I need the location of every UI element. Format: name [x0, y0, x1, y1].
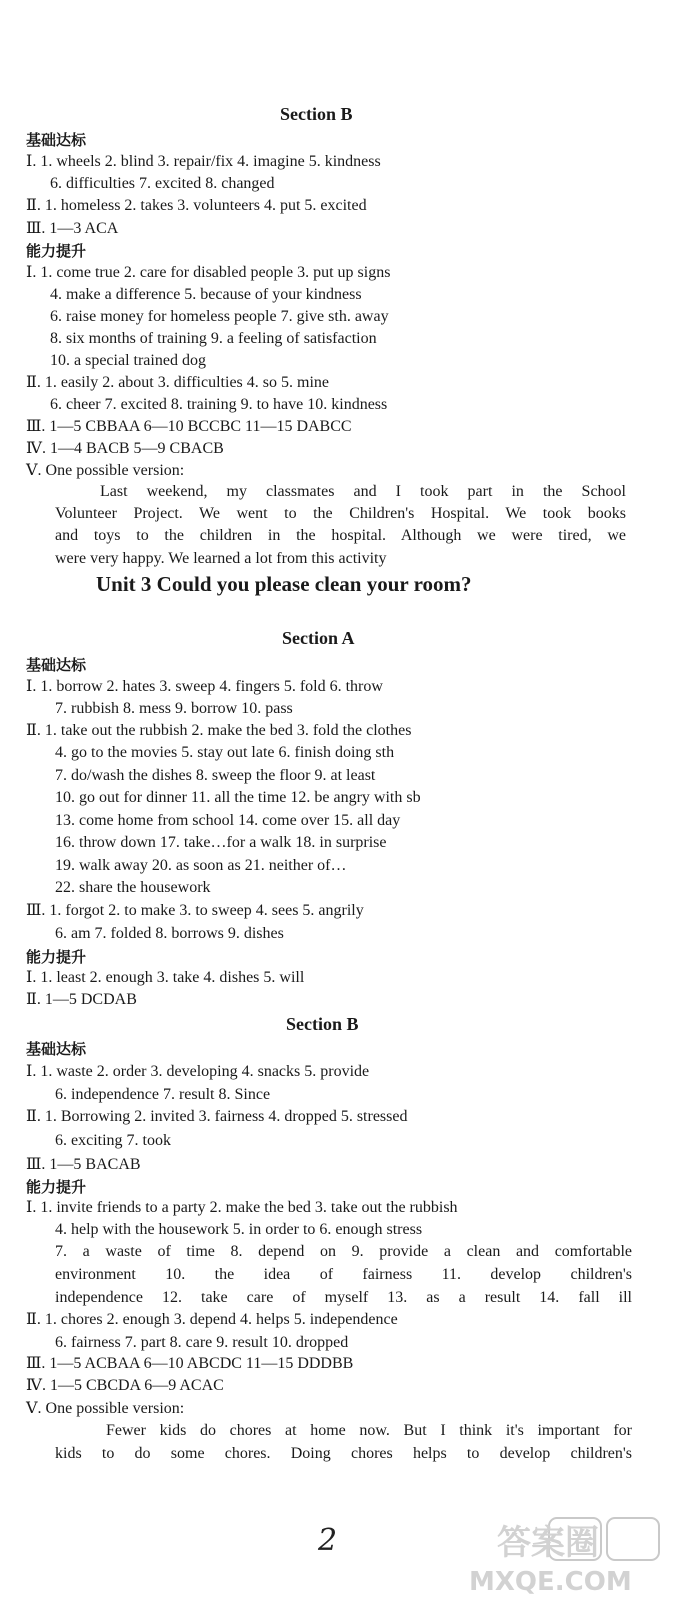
category-heading: 基础达标: [26, 131, 87, 149]
answer-line: 10. a special trained dog: [50, 352, 206, 369]
answer-line: Ⅱ. 1. chores 2. enough 3. depend 4. helps 5. independence: [26, 1311, 398, 1328]
category-heading: 基础达标: [26, 1040, 87, 1058]
answer-line: 19. walk away 20. as soon as 21. neither of…: [55, 857, 347, 874]
page-number: 2: [318, 1523, 338, 1558]
answer-line: Ⅱ. 1. take out the rubbish 2. make the bed 3. fold the clothes: [26, 722, 412, 739]
answer-line: 22. share the housework: [55, 879, 211, 896]
answer-line: 10. go out for dinner 11. all the time 12. be angry with sb: [55, 789, 421, 806]
answer-line: Ⅲ. 1—5 BACAB: [26, 1156, 141, 1173]
answer-line: Ⅳ. 1—4 BACB 5—9 CBACB: [26, 440, 224, 457]
answer-line: Ⅰ. 1. wheels 2. blind 3. repair/fix 4. imagine 5. kindness: [26, 153, 381, 170]
essay-line: independence 12. take care of myself 13. as a result 14. fall ill: [55, 1289, 632, 1306]
section-heading: Section B: [280, 104, 353, 124]
answer-line: Ⅳ. 1—5 CBCDA 6—9 ACAC: [26, 1377, 224, 1394]
answer-line: 6. exciting 7. took: [55, 1132, 171, 1149]
answer-line: Ⅰ. 1. waste 2. order 3. developing 4. snacks 5. provide: [26, 1063, 370, 1080]
essay-line: Last weekend, my classmates and I took part in the School: [100, 483, 626, 500]
answer-line: Ⅱ. 1. easily 2. about 3. difficulties 4. so 5. mine: [26, 374, 329, 391]
answer-line: Ⅱ. 1—5 DCDAB: [26, 991, 137, 1008]
section-heading: Section B: [286, 1014, 359, 1034]
answer-line: 4. make a difference 5. because of your kindness: [50, 286, 362, 303]
answer-line: Ⅲ. 1—3 ACA: [26, 220, 119, 237]
answer-line: 6. cheer 7. excited 8. training 9. to have 10. kindness: [50, 396, 388, 413]
answer-line: Ⅴ. One possible version:: [26, 1400, 185, 1417]
answer-line: Ⅴ. One possible version:: [26, 462, 185, 479]
answer-line: Ⅱ. 1. Borrowing 2. invited 3. fairness 4. dropped 5. stressed: [26, 1108, 408, 1125]
answer-line: 6. independence 7. result 8. Since: [55, 1086, 271, 1103]
answer-line: 13. come home from school 14. come over 15. all day: [55, 812, 401, 829]
section-heading: Section A: [282, 628, 355, 648]
category-heading: 能力提升: [26, 1178, 87, 1196]
answer-line: were very happy. We learned a lot from this activity: [55, 550, 387, 567]
answer-line: 6. raise money for homeless people 7. give sth. away: [50, 308, 389, 325]
category-heading: 能力提升: [26, 948, 87, 966]
answer-line: Ⅱ. 1. homeless 2. takes 3. volunteers 4. put 5. excited: [26, 197, 367, 214]
answer-line: Ⅰ. 1. invite friends to a party 2. make the bed 3. take out the rubbish: [26, 1199, 458, 1216]
answer-line: Ⅲ. 1—5 CBBAA 6—10 BCCBC 11—15 DABCC: [26, 418, 352, 435]
answer-line: 8. six months of training 9. a feeling of satisfaction: [50, 330, 377, 347]
answer-line: 7. do/wash the dishes 8. sweep the floor 9. at least: [55, 767, 376, 784]
essay-line: and toys to the children in the hospital. Although we were tired, we: [55, 527, 626, 544]
essay-line: kids to do some chores. Doing chores helps to develop children's: [55, 1445, 632, 1462]
category-heading: 能力提升: [26, 242, 87, 260]
answer-line: Ⅰ. 1. come true 2. care for disabled people 3. put up signs: [26, 264, 391, 281]
answer-line: 4. go to the movies 5. stay out late 6. finish doing sth: [55, 744, 395, 761]
watermark-top-text: 答案圈: [497, 1523, 599, 1563]
answer-line: 7. rubbish 8. mess 9. borrow 10. pass: [55, 700, 293, 717]
answer-line: Ⅰ. 1. borrow 2. hates 3. sweep 4. fingers 5. fold 6. throw: [26, 678, 383, 695]
essay-line: environment 10. the idea of fairness 11. develop children's: [55, 1266, 632, 1283]
essay-line: 7. a waste of time 8. depend on 9. provide a clean and comfortable: [55, 1243, 632, 1260]
answer-line: 6. am 7. folded 8. borrows 9. dishes: [55, 925, 284, 942]
category-heading: 基础达标: [26, 656, 87, 674]
essay-line: Fewer kids do chores at home now. But I think it's important for: [106, 1422, 632, 1439]
answer-line: 4. help with the housework 5. in order to 6. enough stress: [55, 1221, 423, 1238]
essay-line: Volunteer Project. We went to the Children's Hospital. We took books: [55, 505, 626, 522]
watermark-logo: [457, 1516, 667, 1596]
answer-line: 6. difficulties 7. excited 8. changed: [50, 175, 275, 192]
answer-line: Ⅲ. 1—5 ACBAA 6—10 ABCDC 11—15 DDDBB: [26, 1355, 354, 1372]
unit-title: Unit 3 Could you please clean your room?: [96, 572, 472, 596]
answer-line: Ⅲ. 1. forgot 2. to make 3. to sweep 4. sees 5. angrily: [26, 902, 364, 919]
answer-line: 16. throw down 17. take…for a walk 18. in surprise: [55, 834, 387, 851]
answer-line: Ⅰ. 1. least 2. enough 3. take 4. dishes 5. will: [26, 969, 305, 986]
watermark-bottom-text: MXQE.COM: [469, 1567, 632, 1596]
answer-line: 6. fairness 7. part 8. care 9. result 10. dropped: [55, 1334, 349, 1351]
